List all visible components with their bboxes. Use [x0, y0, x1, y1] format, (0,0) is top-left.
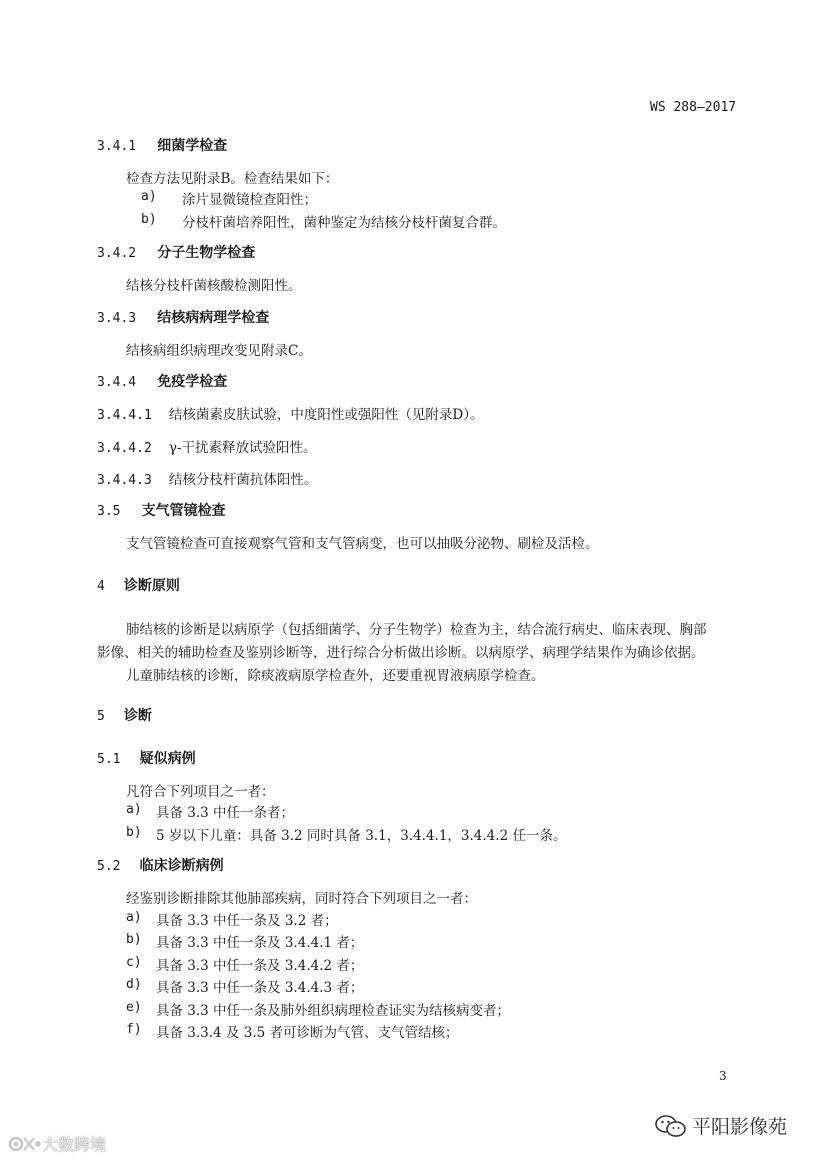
paragraph: 支气管镜检查可直接观察气管和支气管病变，也可以抽吸分泌物、刷检及活检。	[126, 536, 599, 552]
list-item: 具备 3.3.4 及 3.5 者可诊断为气管、支气管结核；	[156, 1025, 459, 1041]
list-item: 具备 3.3 中任一条及肺外组织病理检查证实为结核病变者；	[156, 1003, 511, 1019]
clause-3-4-4-3	[97, 468, 317, 488]
clause-3-4-4-2	[97, 436, 317, 456]
clause-number: 3.4.4.1	[97, 408, 152, 423]
section-heading-3-4-3	[97, 307, 269, 327]
clause-number: 3.4.4.2	[97, 441, 152, 456]
section-heading-5-2	[97, 855, 224, 875]
paragraph-line: 肺结核的诊断是以病原学（包括细菌学、分子生物学）检查为主，结合流行病史、临床表现、胸部	[126, 622, 707, 638]
section-number: 5.2	[97, 859, 121, 874]
section-heading-3-4-4	[97, 371, 227, 391]
section-number: 4	[97, 579, 105, 594]
list-item: 具备 3.3 中任一条及 3.4.4.1 者；	[156, 935, 364, 951]
wechat-icon	[654, 1113, 688, 1139]
section-heading-5	[97, 705, 152, 725]
watermark-left-text: 大数跨境	[42, 1135, 107, 1154]
section-heading-4	[97, 575, 180, 595]
section-title: 诊断	[123, 708, 152, 724]
list-marker: c)	[126, 955, 142, 970]
section-title: 分子生物学检查	[157, 245, 256, 261]
section-title: 免疫学检查	[157, 374, 228, 390]
section-number: 5.1	[97, 752, 121, 767]
section-number: 3.5	[97, 504, 121, 519]
list-marker: d)	[126, 977, 142, 992]
standard-number: WS 288—2017	[650, 100, 737, 115]
clause-text: γ-干扰素释放试验阳性。	[168, 440, 317, 456]
clause-number: 3.4.4.3	[97, 473, 152, 488]
list-marker: e)	[126, 1000, 142, 1015]
section-title: 临床诊断病例	[139, 858, 224, 874]
section-number: 5	[97, 709, 105, 724]
section-heading-3-4-2	[97, 242, 255, 262]
list-marker: a)	[126, 910, 142, 925]
list-item: 具备 3.3 中任一条及 3.2 者；	[156, 913, 338, 929]
paragraph: 结核分枝杆菌核酸检测阳性。	[126, 278, 302, 294]
section-title: 疑似病例	[139, 751, 196, 767]
watermark-logo-icon	[8, 1134, 42, 1154]
section-heading-3-4-1	[97, 135, 227, 155]
section-number: 3.4.4	[97, 375, 137, 390]
watermark-right	[654, 1112, 787, 1139]
clause-3-4-4-1	[97, 403, 483, 423]
section-number: 3.4.1	[97, 139, 137, 154]
section-title: 细菌学检查	[157, 138, 228, 154]
section-heading-3-5	[97, 500, 226, 520]
section-title: 支气管镜检查	[141, 503, 226, 519]
list-marker: f)	[126, 1022, 142, 1037]
paragraph: 经鉴别诊断排除其他肺部疾病，同时符合下列项目之一者：	[126, 891, 477, 907]
list-marker: b)	[126, 932, 142, 947]
section-number: 3.4.3	[97, 311, 137, 326]
list-item: 具备 3.3 中任一条及 3.4.4.2 者；	[156, 958, 364, 974]
list-item: 具备 3.3 中任一条者；	[156, 805, 295, 821]
paragraph-line: 影像、相关的辅助检查及鉴别诊断等，进行综合分析做出诊断。以病原学、病理学结果作为确诊依据。	[97, 645, 705, 661]
watermark-right-text: 平阳影像苑	[692, 1116, 788, 1138]
list-marker: b)	[141, 212, 157, 227]
section-title: 结核病病理学检查	[157, 310, 270, 326]
list-marker: a)	[126, 802, 142, 817]
section-heading-5-1	[97, 748, 196, 768]
paragraph: 凡符合下列项目之一者：	[126, 784, 275, 800]
paragraph-line: 儿童肺结核的诊断，除痰液病原学检查外，还要重视胃液病原学检查。	[126, 668, 545, 684]
list-item: 涂片显微镜检查阳性；	[182, 192, 317, 208]
list-item: 5 岁以下儿童：具备 3.2 同时具备 3.1，3.4.4.1，3.4.4.2 任一条。	[156, 828, 567, 844]
clause-text: 结核分枝杆菌抗体阳性。	[168, 472, 318, 488]
paragraph: 检查方法见附录B。检查结果如下：	[126, 171, 339, 187]
paragraph: 结核病组织病理改变见附录C。	[126, 343, 312, 359]
list-marker: a)	[141, 189, 157, 204]
clause-text: 结核菌素皮肤试验，中度阳性或强阳性（见附录D）。	[168, 407, 484, 423]
watermark-left	[8, 1132, 106, 1155]
list-marker: b)	[126, 825, 142, 840]
list-item: 分枝杆菌培养阳性，菌种鉴定为结核分枝杆菌复合群。	[182, 215, 506, 231]
page-number: 3	[719, 1069, 727, 1083]
list-item: 具备 3.3 中任一条及 3.4.4.3 者；	[156, 980, 364, 996]
section-number: 3.4.2	[97, 246, 137, 261]
section-title: 诊断原则	[123, 578, 180, 594]
